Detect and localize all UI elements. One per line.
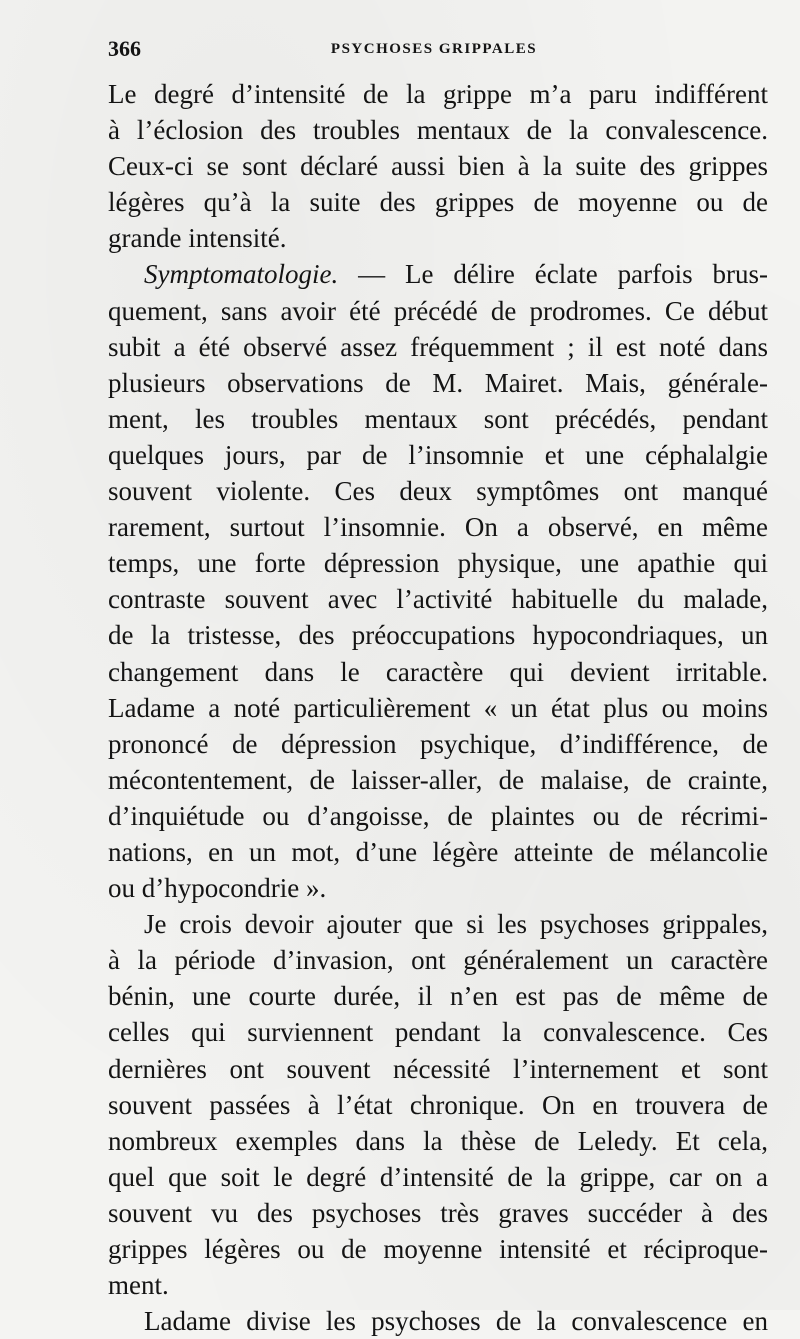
text-fragment: — Le délire éclate parfois brus- [338, 259, 768, 290]
text-line: à l’éclosion des troubles mentaux de la convalescence. [108, 115, 768, 146]
text-line [108, 256, 768, 292]
text-line: ment, les troubles mentaux sont précédés, pendant [108, 403, 768, 434]
text-line: temps, une forte dépression physique, une apathie qui [108, 548, 768, 579]
text-line: quement, sans avoir été précédé de prodromes. Ce début [108, 295, 768, 326]
text-line: mécontentement, de laisser-aller, de malaise, de crainte, [108, 764, 768, 795]
text-line: subit a été observé assez fréquemment ; il est noté dans [108, 331, 768, 362]
body-text [108, 76, 768, 1339]
text-line: à la période d’invasion, ont généralement un caractère [108, 945, 768, 976]
text-line: souvent passées à l’état chronique. On en trouvera de [108, 1089, 768, 1120]
page-number: 366 [108, 36, 141, 61]
section-heading: Symptomatologie. [144, 259, 339, 290]
text-line: Ladame divise les psychoses de la convalescence en [144, 1306, 768, 1337]
text-line: légères qu’à la suite des grippes de moyenne ou de [108, 187, 768, 218]
text-line: bénin, une courte durée, il n’en est pas de même de [108, 981, 768, 1012]
text-line: Je crois devoir ajouter que si les psychoses grippales, [144, 909, 768, 940]
text-line: contraste souvent avec l’activité habituelle du malade, [108, 584, 768, 615]
text-line: rarement, surtout l’insomnie. On a observé, en même [108, 512, 768, 543]
text-line: Ceux-ci se sont déclaré aussi bien à la suite des grippes [108, 151, 768, 182]
running-title: PSYCHOSES GRIPPALES [330, 41, 538, 57]
text-line: quelques jours, par de l’insomnie et une céphalalgie [108, 439, 768, 470]
text-line: prononcé de dépression psychique, d’indifférence, de [108, 728, 768, 759]
text-line: Le degré d’intensité de la grippe m’a paru indifférent [108, 79, 768, 109]
text-line: souvent vu des psychoses très graves succéder à des [108, 1197, 768, 1228]
text-line: grippes légères ou de moyenne intensité et réciproque- [108, 1234, 768, 1264]
text-line: quel que soit le degré d’intensité de la grippe, car on a [108, 1161, 768, 1192]
text-line: plusieurs observations de M. Mairet. Mais, générale- [108, 367, 768, 398]
text-line: de la tristesse, des préoccupations hypocondriaques, un [108, 620, 768, 651]
text-line: Ladame a noté particulièrement « un état plus ou moins [108, 692, 768, 723]
text-line: nombreux exemples dans la thèse de Leledy. Et cela, [108, 1125, 768, 1156]
text-line: dernières ont souvent nécessité l’internement et sont [108, 1053, 768, 1084]
running-header [108, 36, 760, 66]
text-line: d’inquiétude ou d’angoisse, de plaintes ou de récrimi- [108, 800, 768, 831]
text-line: ou d’hypocondrie ». [108, 873, 327, 904]
text-line: grande intensité. [108, 223, 287, 254]
text-line: changement dans le caractère qui devient irritable. [108, 656, 768, 687]
text-line: nations, en un mot, d’une légère atteinte de mélancolie [108, 836, 768, 867]
text-line: ment. [108, 1270, 169, 1301]
text-line: celles qui surviennent pendant la convalescence. Ces [108, 1017, 768, 1048]
text-line: souvent violente. Ces deux symptômes ont manqué [108, 476, 768, 507]
